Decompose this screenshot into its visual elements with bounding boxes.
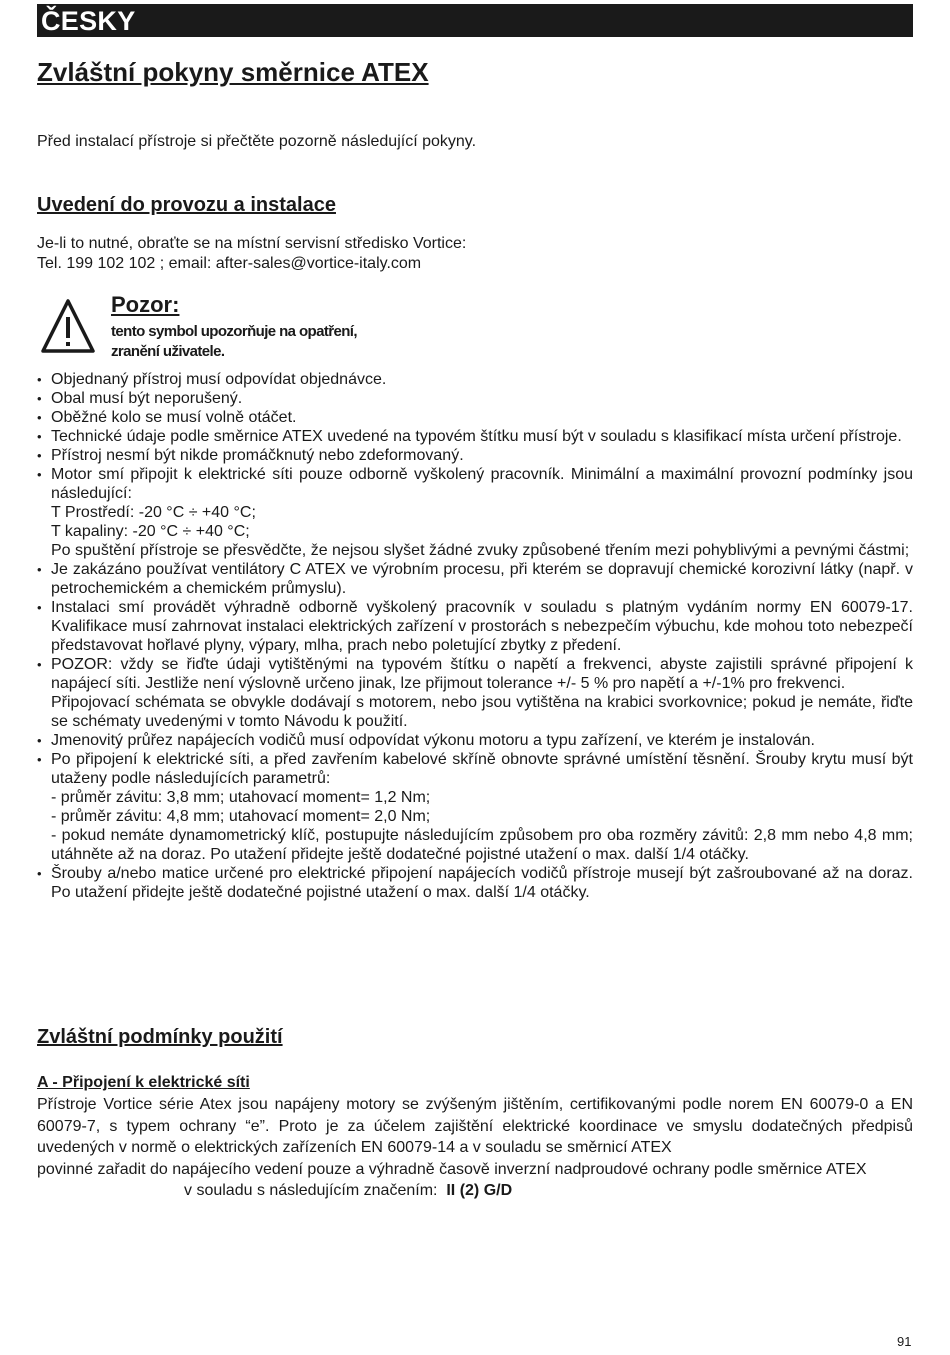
- list-item: [37, 731, 913, 750]
- list-item-text: • Motor smí připojit k elektrické síti pouze odborně vyškolený pracovník. Minimální a maximální provozní podmínky jsou následující:: [51, 466, 913, 502]
- warning-text-line: tento symbol upozorňuje na opatření,: [111, 323, 357, 340]
- marking-intro: v souladu s následujícím značením:: [184, 1182, 438, 1199]
- language-label: ČESKY: [41, 6, 136, 36]
- list-item: [37, 655, 913, 731]
- contact-line: Je-li to nutné, obraťte se na místní servisní středisko Vortice:: [37, 235, 467, 252]
- paragraph-text: Přístroje Vortice série Atex jsou napájeny motory se zvýšeným jištěním, certifikovanými podle norem EN 60079-0 a EN 60079-7, s typem ochrany “e”. Proto je za účelem zajištění elektrické koordinace ve smyslu dodatečných předpisů uvedených v normě o elektrických zařízeních EN 60079-14 a v souladu se směrnicí ATEX: [37, 1096, 913, 1156]
- list-item-text: • Po připojení k elektrické síti, a před zavřením kabelové skříně obnovte správné umístění těsnění. Šrouby krytu musí být utaženy podle následujících parametrů:: [51, 751, 913, 787]
- atex-marking: II (2) G/D: [446, 1182, 513, 1199]
- list-item-text: • Objednaný přístroj musí odpovídat objednávce.: [51, 371, 387, 388]
- list-item-text: • Je zakázáno používat ventilátory C ATEX ve výrobním procesu, při kterém se dopravují chemické korozivní látky (např. v petrochemickém a chemickém průmyslu).: [51, 561, 913, 597]
- list-item: [37, 750, 913, 864]
- list-item: [37, 598, 913, 655]
- list-item: [37, 465, 913, 560]
- list-item-text: - průměr závitu: 4,8 mm; utahovací moment= 2,0 Nm;: [51, 808, 431, 825]
- list-item-text: • Obal musí být neporušený.: [51, 390, 243, 407]
- list-item-text: Po spuštění přístroje se přesvědčte, že nejsou slyšet žádné zvuky způsobené třením mezi pohyblivými a pevnými částmi;: [51, 542, 910, 559]
- list-item: [37, 370, 913, 389]
- list-item-text: • Jmenovitý průřez napájecích vodičů musí odpovídat výkonu motoru a typu zařízení, ve kterém je instalován.: [51, 732, 815, 749]
- list-item-text: • Šrouby a/nebo matice určené pro elektrické připojení napájecích vodičů přístroje musejí být zašroubované až na doraz. Po utažení přidejte ještě dodatečné pojistné utažení o max. další 1/4 otáčky.: [51, 865, 913, 901]
- list-item: [37, 427, 913, 446]
- requirements-list: [37, 370, 913, 902]
- warning-text-line: zranění uživatele.: [111, 343, 225, 360]
- warning-text: [111, 322, 431, 362]
- paragraph-text: [37, 1180, 913, 1202]
- section-heading-conditions: Zvláštní podmínky použití: [37, 1026, 283, 1048]
- list-item: [37, 446, 913, 465]
- subsection-heading: A - Připojení k elektrické síti: [37, 1074, 250, 1091]
- list-item-text: • Přístroj nesmí být nikde promáčknutý nebo zdeformovaný.: [51, 447, 464, 464]
- warning-triangle-icon: [40, 298, 96, 354]
- list-item-text: T Prostředí: -20 °C ÷ +40 °C;: [51, 504, 256, 521]
- list-item-text: T kapaliny: -20 °C ÷ +40 °C;: [51, 523, 250, 540]
- list-item: [37, 389, 913, 408]
- list-item: [37, 560, 913, 598]
- intro-text: Před instalací přístroje si přečtěte pozorně následující pokyny.: [37, 133, 477, 150]
- warning-title: Pozor:: [111, 292, 180, 317]
- paragraph-text: povinné zařadit do napájecího vedení pouze a výhradně časově inverzní nadproudové ochrany podle směrnice ATEX: [37, 1160, 867, 1178]
- language-header-bar: [37, 4, 913, 37]
- list-item-text: - průměr závitu: 3,8 mm; utahovací moment= 1,2 Nm;: [51, 789, 431, 806]
- contact-info: [37, 234, 466, 274]
- page-number: 91: [897, 1334, 912, 1349]
- conditions-paragraph: [37, 1094, 913, 1202]
- list-item-text: - pokud nemáte dynamometrický klíč, postupujte následujícím způsobem pro oba rozměry závitů: 2,8 mm nebo 4,8 mm; utáhněte až na doraz. Po utažení přidejte ještě dodatečné pojistné utažení o max. další 1/4 otáčky.: [51, 827, 913, 863]
- list-item-text: • Instalaci smí provádět výhradně odborně vyškolený pracovník v souladu s platným vydáním normy EN 60079-17. Kvalifikace musí zahrnovat instalaci elektrických zařízení v prostorách s nebezpečím výbuchu, kde mohou toto nebezpečí představovat hořlavé plyny, výpary, mlha, prach nebo poletující zbytky z předení.: [51, 599, 913, 654]
- contact-line: Tel. 199 102 102 ; email: after-sales@vortice-italy.com: [37, 255, 422, 272]
- page-title: Zvláštní pokyny směrnice ATEX: [37, 57, 429, 87]
- list-item-text: • POZOR: vždy se řiďte údaji vytištěnými na typovém štítku o napětí a frekvenci, abyste zajistili správné připojení k napájecí síti. Jestliže není výslovně určeno jinak, lze přijmout tolerance +/- 5 % pro napětí a +/-1% pro frekvenci.: [51, 656, 913, 692]
- list-item: [37, 408, 913, 427]
- section-heading-installation: Uvedení do provozu a instalace: [37, 194, 336, 216]
- list-item-text: Připojovací schémata se obvykle dodávají s motorem, nebo jsou vytištěna na krabici svorkovnice; pokud je nemáte, řiďte se schématy uvedenými v tomto Návodu k použití.: [51, 694, 913, 730]
- list-item: [37, 864, 913, 902]
- list-item-text: • Technické údaje podle směrnice ATEX uvedené na typovém štítku musí být v souladu s klasifikací místa určení přístroje.: [51, 428, 902, 445]
- list-item-text: • Oběžné kolo se musí volně otáčet.: [51, 409, 297, 426]
